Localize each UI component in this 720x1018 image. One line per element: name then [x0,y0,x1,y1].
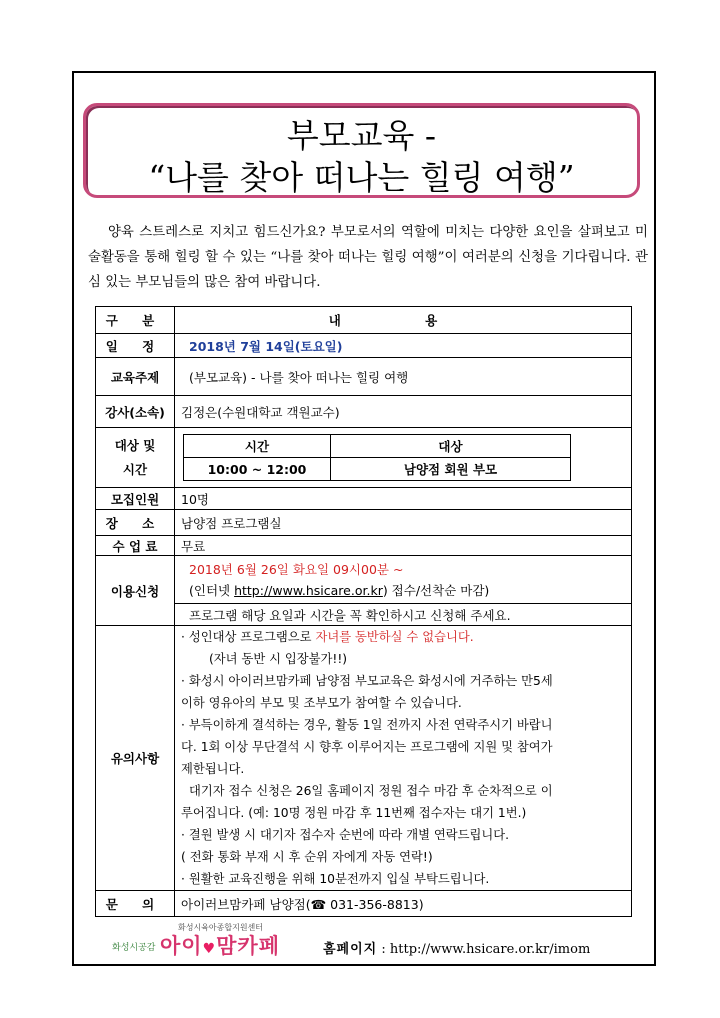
col-target-header: 대상 [331,435,571,458]
apply-date: 2018년 6월 26일 화요일 09시00분 ~ [189,561,404,577]
homepage-line [323,938,590,957]
contact-value: 아이러브맘카페 남양점(☎ 031-356-8813) [175,891,632,917]
recruit-label: 모집인원 [96,488,175,510]
logo-sub-caption: 화성시공감 [112,943,156,953]
fee-row [96,536,632,556]
note-7: 제한됩니다. [181,762,245,776]
intro-paragraph: 양육 스트레스로 지치고 힘드신가요? 부모로서의 역할에 미치는 다양한 요인을 살펴보고 미술활동을 통해 힐링 할 수 있는 “나를 찾아 떠나는 힐링 여행”이 여러분의 신청을 기다립니다. 관심 있는 부모님들의 많은 참여 바랍니다. [88,225,648,290]
notes-row [96,626,632,891]
note-3: · 화성시 아이러브맘카페 남양점 부모교육은 화성시에 거주하는 만5세 [181,674,553,688]
target-label-line-1: 대상 및 [114,437,156,453]
intro-text [88,220,648,295]
apply-method-suffix: ) 접수/선착순 마감) [382,582,490,598]
note-5: · 부득이하게 결석하는 경우, 활동 1일 전까지 사전 연락주시기 바랍니 [181,718,553,732]
header-label: 구 분 [96,307,175,334]
topic-label: 교육주제 [96,358,175,396]
topic-value: (부모교육) - 나를 찾아 떠나는 힐링 여행 [175,358,632,396]
title-line-2: “나를 찾아 떠나는 힐링 여행” [148,158,575,197]
contact-row [96,891,632,917]
logo-text [160,930,280,960]
center-logo [108,922,308,958]
note-2: (자녀 동반 시 입장불가!!) [209,652,348,666]
note-9: 루어집니다. (예: 10명 정원 마감 후 11번째 접수자는 대기 1번.) [181,806,527,820]
target-cell [175,428,632,488]
topic-row [96,358,632,396]
lecturer-label: 강사(소속) [96,396,175,428]
place-value: 남양점 프로그램실 [175,510,632,536]
note-4: 이하 영유아의 부모 및 조부모가 참여할 수 있습니다. [181,696,462,710]
target-row [96,428,632,488]
apply-method [189,580,625,601]
logo-caption: 화성시육아종합지원센터 [178,923,264,932]
info-table [95,306,632,917]
title-box [83,103,640,198]
fee-label: 수 업 료 [96,536,175,556]
date-label: 일 정 [96,334,175,358]
note-6: 다. 1회 이상 무단결석 시 향후 이루어지는 프로그램에 지원 및 참여가 [181,740,553,754]
lecturer-row [96,396,632,428]
note-10: · 결원 발생 시 대기자 접수자 순번에 따라 개별 연락드립니다. [181,828,510,842]
apply-method-prefix: (인터넷 [189,582,235,598]
date-row [96,334,632,358]
target-value: 남양점 회원 부모 [331,458,571,481]
note-11: ( 전화 통화 부재 시 후 순위 자에게 자동 연락!) [181,850,433,864]
homepage-link[interactable]: http://www.hsicare.or.kr/imom [389,942,591,957]
note-1: · 성인대상 프로그램으로 [181,630,316,644]
heart-icon: ♥ [202,941,217,957]
time-value: 10:00 ~ 12:00 [184,458,331,481]
title-line-1: 부모교육 - [286,116,437,155]
logo-text-2: 맘카페 [216,934,280,958]
table-header-row [96,307,632,334]
note-line [181,626,625,648]
logo-text-1: 아이 [160,934,203,958]
apply-url-link[interactable]: http://www.hsicare.or.kr [234,582,383,598]
note-8: 대기자 접수 신청은 26일 홈페이지 정원 접수 마감 후 순차적으로 이 [189,784,553,798]
target-label-line-2: 시간 [122,461,148,477]
apply-row [96,556,632,604]
date-value: 2018년 7월 14일(토요일) [175,334,632,358]
schedule-table [183,434,571,481]
recruit-row [96,488,632,510]
header-content: 내 용 [175,307,632,334]
place-row [96,510,632,536]
apply-cell [175,556,632,604]
apply-note: 프로그램 해당 요일과 시간을 꼭 확인하시고 신청해 주세요. [175,604,632,626]
note-1-warning: 자녀를 동반하실 수 없습니다. [315,630,474,644]
target-label [96,428,175,488]
contact-label: 문 의 [96,891,175,917]
homepage-label: 홈페이지 [323,942,378,957]
recruit-value: 10명 [175,488,632,510]
lecturer-value: 김정은(수원대학교 객원교수) [175,396,632,428]
note-12: · 원활한 교육진행을 위해 10분전까지 입실 부탁드립니다. [181,872,490,886]
apply-note-row [96,604,632,626]
homepage-separator: : [377,942,390,957]
apply-label: 이용신청 [96,556,175,626]
notes-label: 유의사항 [96,626,175,891]
place-label: 장 소 [96,510,175,536]
col-time-header: 시간 [184,435,331,458]
fee-value: 무료 [175,536,632,556]
notes-cell [175,626,632,891]
